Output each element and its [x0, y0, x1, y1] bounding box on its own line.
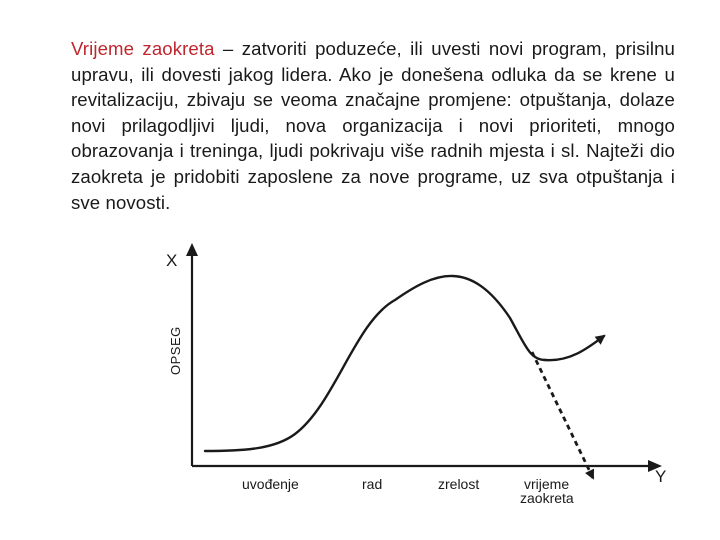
decline-branch-arrow	[532, 352, 593, 478]
recovery-branch-arrow	[545, 336, 604, 360]
y-axis-title: OPSEG	[168, 326, 183, 375]
phase-label-rad: rad	[362, 476, 383, 492]
paragraph-lead: Vrijeme zaokreta	[71, 38, 215, 59]
phase-label-vrijeme: vrijeme	[524, 476, 570, 492]
life-cycle-curve	[205, 276, 545, 451]
paragraph-body: – zatvoriti poduzeće, ili uvesti novi program, prisilnu upravu, ili dovesti jakog lidera. Ako je donešena odluka da se krene u revitalizaciju, zbivaju se veoma značajne promjene: otpuštanja, dolaze novi prilagodljivi ljudi, nova organizacija i novi prioriteti, mnogo obrazovanja i treninga, ljudi pokrivaju više radnih mjesta i sl. Najteži dio zaokreta je pridobiti zaposlene za nove programe, uz sva otpuštanja i sve novosti.	[71, 38, 675, 213]
x-axis-letter: Y	[655, 467, 667, 486]
y-axis-arrow-icon	[186, 243, 198, 256]
phase-label-zaokreta: zaokreta	[520, 490, 574, 506]
y-axis-letter: X	[166, 251, 178, 270]
slide-paragraph	[71, 36, 675, 215]
phase-label-uvodjenje: uvođenje	[242, 476, 299, 492]
phase-label-zrelost: zrelost	[438, 476, 480, 492]
